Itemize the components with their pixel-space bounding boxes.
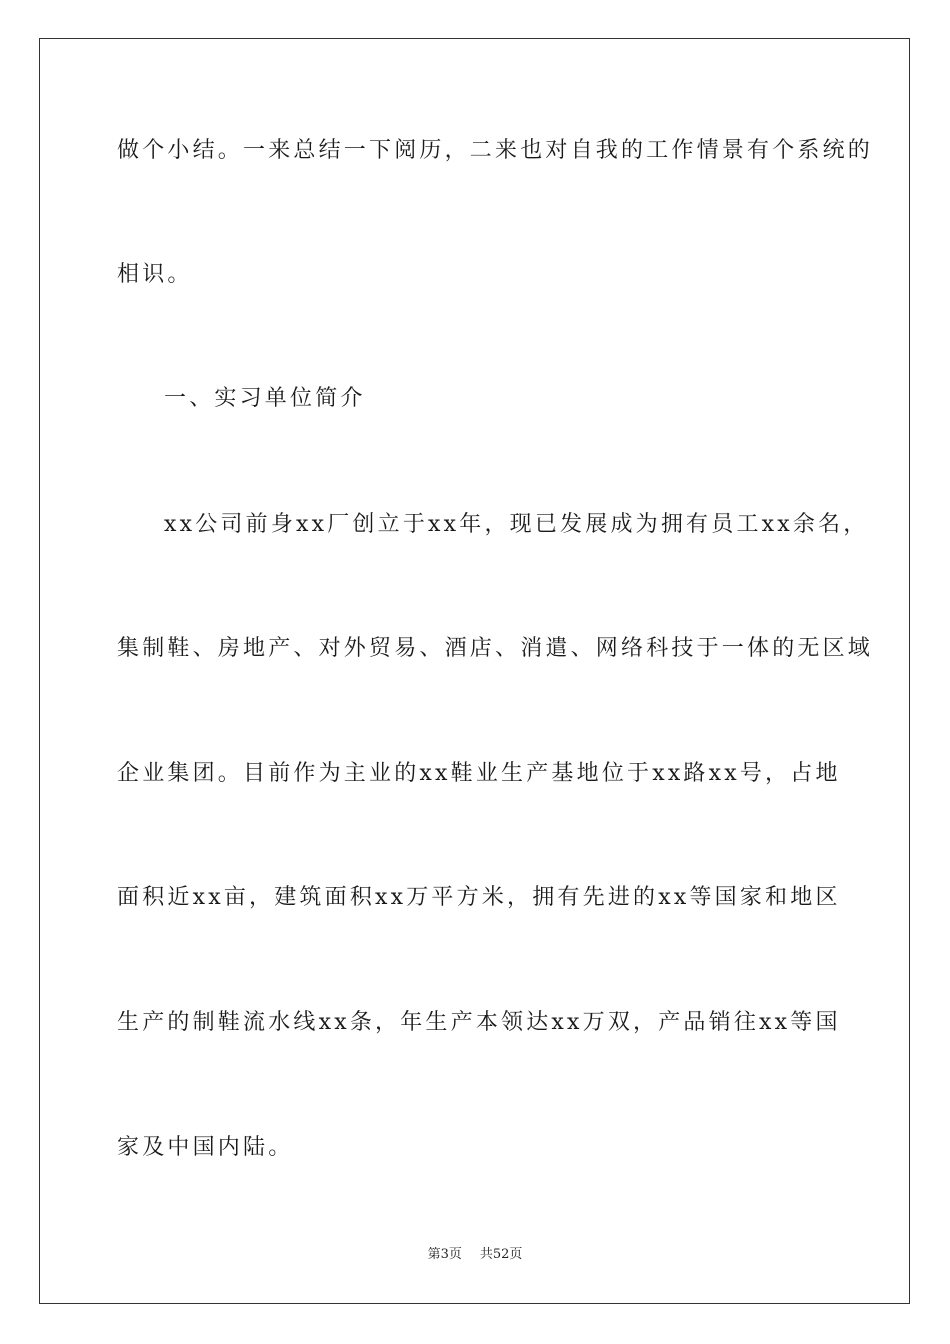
body-text-line: 生产的制鞋流水线xx条，年生产本领达xx万双，产品销往xx等国 [117,1010,841,1035]
body-text-line: 家及中国内陆。 [117,1135,294,1160]
body-text-line: 做个小结。一来总结一下阅历，二来也对自我的工作情景有个系统的 [117,138,874,163]
section-heading: 一、实习单位简介 [164,386,366,411]
body-text-line: 相识。 [117,262,193,287]
page-number: 第3页 [427,1247,462,1262]
body-text-line: 面积近xx亩，建筑面积xx万平方米，拥有先进的xx等国家和地区 [117,885,841,910]
page-footer [0,1246,950,1264]
body-text-line: 企业集团。目前作为主业的xx鞋业生产基地位于xx路xx号，占地 [117,761,841,786]
body-text-line: 集制鞋、房地产、对外贸易、酒店、消遣、网络科技于一体的无区域 [117,636,874,661]
page-border [39,38,910,1304]
total-pages: 共52页 [479,1247,523,1262]
body-text-line: xx公司前身xx厂创立于xx年，现已发展成为拥有员工xx余名， [164,512,869,537]
